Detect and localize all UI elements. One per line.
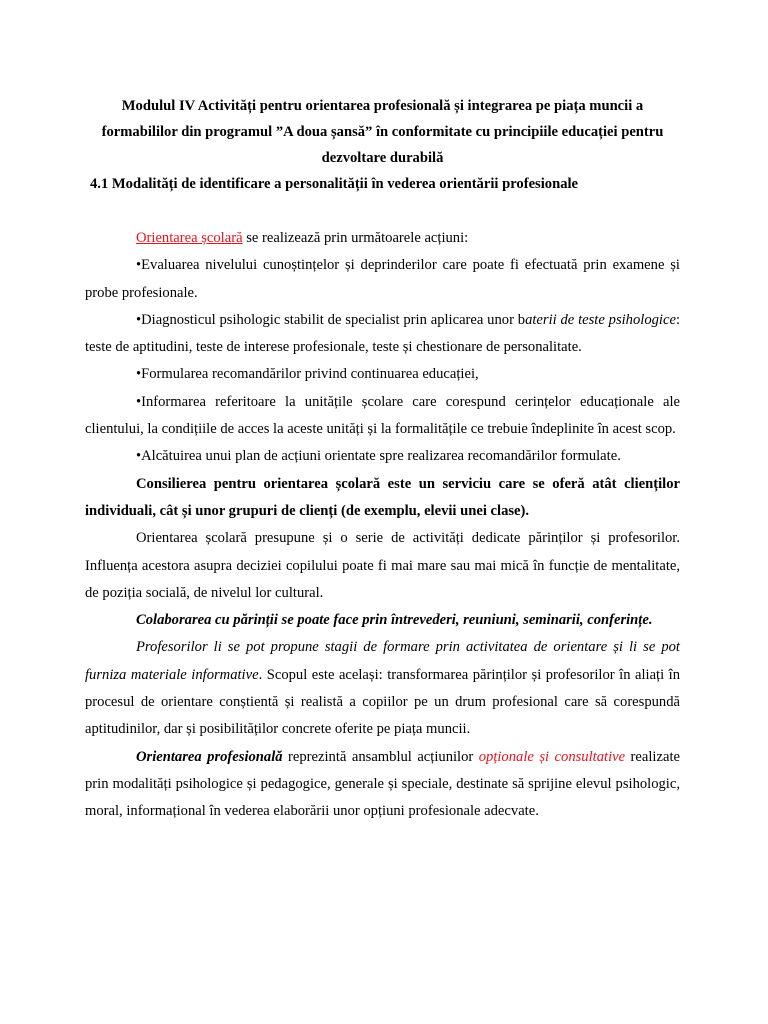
paragraph-orientare-profesionala: Orientarea profesională reprezintă ansamblul acțiunilor opționale și consultative realizate prin modalități psihologice și pedagogice, generale și speciale, destinate să sprijine elevul psihologic, moral, informațional în vederea elaborării unor opțiuni profesionale adecvate.: [85, 748, 680, 820]
bullet-formularea: •Formularea recomandărilor privind continuarea educației,: [136, 366, 479, 383]
term-orientare-profesionala: Orientarea profesională: [136, 748, 283, 765]
bullet-diagnosticul: •Diagnosticul psihologic stabilit de specialist prin aplicarea unor baterii de teste psihologice: teste de aptitudini, teste de interese profesionale, teste și chestionare de personalitate.: [85, 311, 680, 356]
bullet-informarea: •Informarea referitoare la unitățile școlare care corespund cerințelor educaționale ale clientului, la condițiile de acces la aceste unități și la formalitățile ce trebuie îndeplinite în acest scop.: [85, 393, 680, 438]
module-title-line-3: dezvoltare durabilă: [321, 150, 444, 166]
paragraph-parinti-profesori: Orientarea școlară presupune și o serie de activități dedicate părinților și profesorilor. Influența acestora asupra deciziei copilului poate fi mai mare sau mai mică în funcție de mentalitate, de poziția socială, de nivelul lor cultural.: [85, 530, 680, 601]
module-title: [85, 93, 680, 171]
section-title: 4.1 Modalități de identificare a personalității în vederea orientării profesionale: [90, 176, 579, 192]
module-title-line-1: Modulul IV Activități pentru orientarea profesională și integrarea pe piața muncii a: [121, 98, 644, 114]
bullet-alcatuirea: •Alcătuirea unui plan de acțiuni orientate spre realizarea recomandărilor formulate.: [136, 448, 621, 465]
paragraph-colaborarea: Colaborarea cu părinții se poate face prin întrevederi, reuniuni, seminarii, conferințe.: [136, 612, 653, 629]
paragraph-consilierea: Consilierea pentru orientarea școlară este un serviciu care se oferă atât clienților individuali, cât și unor grupuri de clienți (de exemplu, elevii unei clase).: [85, 475, 680, 519]
bullet-evaluarea: •Evaluarea nivelului cunoștințelor și deprinderilor care poate fi efectuată prin examene și probe profesionale.: [85, 257, 680, 301]
term-optionale-consultative: opționale și consultative: [478, 748, 626, 765]
term-orientare-scolara: Orientarea școlară: [136, 230, 243, 246]
paragraph-orientare-scolara: Orientarea școlară se realizează prin următoarele acțiuni:: [136, 230, 469, 246]
module-title-line-2: formabililor din programul ”A doua șansă” în conformitate cu principiile educației pentru: [101, 124, 664, 140]
paragraph-profesorilor: Profesorilor li se pot propune stagii de formare prin activitatea de orientare și li se pot furniza materiale informative. Scopul este același: transformarea părinților și profesorilor în aliați în procesul de orientare conștientă și realistă a copiilor pe un drum profesional care să corespundă aptitudinilor, dar și posibilităților concrete oferite pe piața muncii.: [85, 639, 681, 738]
